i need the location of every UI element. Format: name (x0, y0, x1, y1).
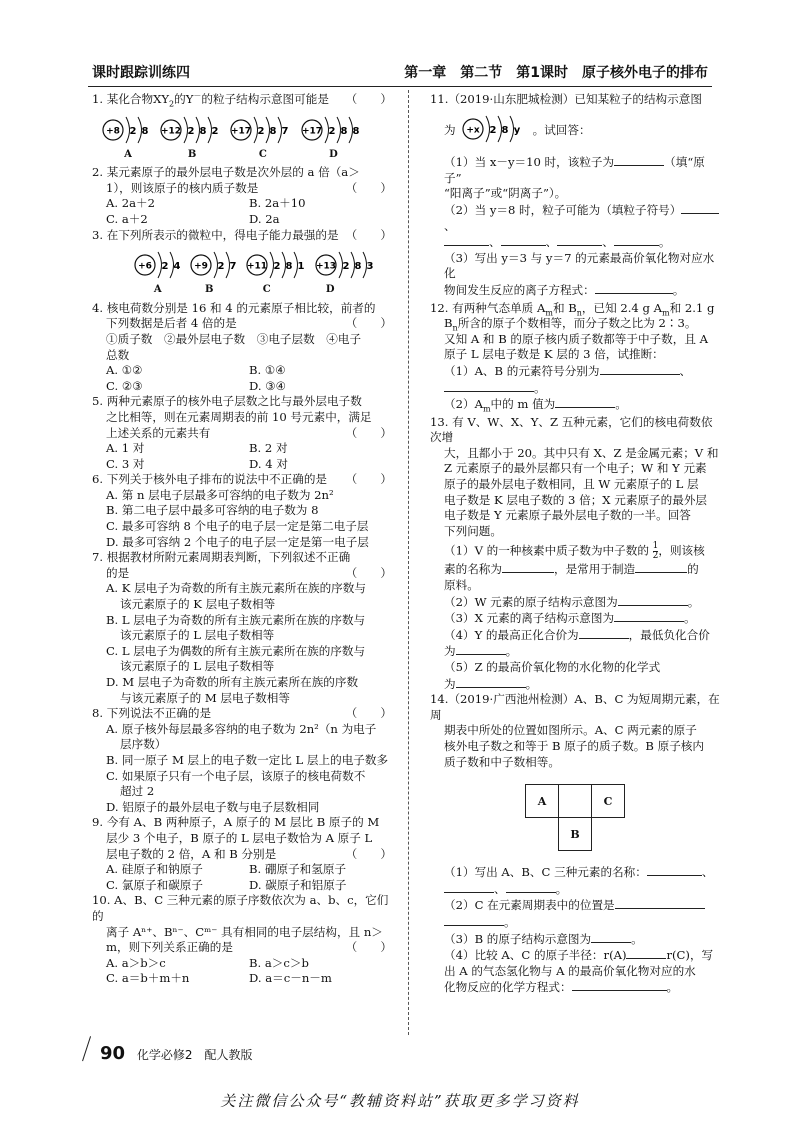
nuclear-charge: +8 (106, 126, 120, 137)
question-9: 9. 今有 A、B 两种原子，A 原子的 M 层比 B 原子的 M 层少 3 个电子，B 原子的 L 层电子数恰为 A 原子 L 层电子数的 2 倍，A 和 B 分别是 （ ） A. 硅原子和钠原子 B. 硼原子和氢原子 C. 氯原子和碳原子 D. 碳原子和铝原子 (92, 815, 392, 892)
header-left: 课时跟踪训练四 (92, 65, 190, 81)
atom-structure-diagram (299, 113, 368, 147)
cell-b: B (558, 817, 592, 851)
book-title: 化学必修2 配人教版 (136, 1048, 253, 1062)
cell-c: C (591, 784, 625, 818)
atom-structure-diagram (460, 112, 529, 146)
answer-blank[interactable] (456, 643, 506, 655)
question-2: 2. 某元素原子的最外层电子数是次外层的 a 倍（a＞ 1），则该原子的核内质子数是 （ ） A. 2a＋2 B. 2a＋10 C. a＋2 D. 2a (92, 165, 392, 226)
atom-option (100, 113, 156, 147)
answer-blank[interactable] (626, 947, 666, 959)
column-divider (408, 90, 409, 1035)
atom-structure-diagram (158, 113, 227, 147)
option-label: B (205, 284, 214, 296)
answer-blank[interactable] (635, 561, 687, 573)
answer-blank[interactable] (557, 234, 602, 246)
question-11: 11.（2019·山东肥城检测）已知某粒子的结构示意图 为 +x 2 8 y 。试回答： （1）当 x－y＝10 时，该粒子为 （填“原子” “阳离子”或“阴离子”）。 （2）当 y＝8 时，粒子可能为（填粒子符号）、 、 、 、 。 （3）写出 y＝3 与 y＝7 的元素最高价氧化物对应水化 物间发生反应的离子方程式： 。 (430, 92, 722, 299)
answer-blank[interactable] (618, 594, 688, 606)
shell-electron-count: 7 (229, 261, 237, 273)
atom-option (132, 248, 188, 282)
answer-blank[interactable] (572, 979, 667, 991)
question-7: 7. 根据教材所附元素周期表判断，下列叙述不正确 的是 （ ） A. K 层电子为奇数的所有主族元素所在族的序数与 该元素原子的 K 层电子数相等 B. L 层电子为奇数的所有主族元素所在族的序数与 该元素原子的 L 层电子数相等 C. L 层电子为偶数的所有主族元素所在族的序数与 该元素原子的 L 层电子数相等 D. M 层电子为奇数的所有主族元素所在族的序数 与该元素原子的 M 层电子数相等 (92, 550, 392, 705)
right-column (430, 92, 722, 996)
shell-electron-count: 8 (269, 125, 277, 137)
answer-blank[interactable] (614, 610, 684, 622)
nuclear-charge: +17 (231, 126, 252, 137)
answer-blank[interactable] (647, 864, 702, 876)
atom-option (313, 248, 382, 282)
q11-atom-diagram (460, 112, 529, 151)
answer-blank[interactable] (456, 676, 526, 688)
option-label: D (329, 148, 338, 160)
nuclear-charge: +9 (194, 261, 208, 272)
shell-electron-count: 2 (273, 261, 281, 273)
shell-electron-count: 2 (342, 261, 350, 273)
bottom-note: 关注微信公众号“教辅资料站”获取更多学习资料 (220, 1092, 580, 1110)
shell-electron-count: 7 (281, 125, 289, 137)
question-8: 8. 下列说法不正确的是 （ ） A. 原子核外每层最多容纳的电子数为 2n²（n 为电子 层序数） B. 同一原子 M 层上的电子数一定比 L 层上的电子数多 C. 如果原子只有一个电子层，该原子的核电荷数不 超过 2 D. 铝原子的最外层电子数与电子层数相同 (92, 706, 392, 814)
shell-electron-count: 1 (297, 261, 305, 273)
answer-blank[interactable] (595, 282, 673, 294)
q3-atom-diagrams (132, 248, 374, 282)
question-4: 4. 核电荷数分别是 16 和 4 的元素原子相比较，前者的 下列数据是后者 4 倍的是 （ ） ①质子数 ②最外层电子数 ③电子层数 ④电子 总数 A. ①② B. ①④ C. ②③ D. ③④ (92, 300, 392, 393)
answer-blank[interactable] (444, 914, 504, 926)
answer-blank[interactable] (444, 380, 534, 392)
shell-electron-count: 8 (352, 125, 360, 137)
answer-blank[interactable] (615, 897, 705, 909)
q1-atom-diagrams (100, 113, 368, 147)
footer-slash (82, 1036, 93, 1062)
page-header (92, 62, 708, 84)
atom-structure-diagram (100, 113, 156, 147)
option-label: A (124, 148, 132, 160)
question-10: 10. A、B、C 三种元素的原子序数依次为 a、b、c，它们的 离子 Aⁿ⁺、Bⁿ⁻、Cᵐ⁻ 具有相同的电子层结构，且 n＞ m，则下列关系正确的是 （ ） A. a＞b＞c B. a＞c＞b C. a＝b＋m＋n D. a＝c－n－m (92, 893, 392, 986)
answer-blank[interactable] (555, 396, 615, 408)
shell-electron-count: 2 (129, 125, 137, 137)
question-14: 14.（2019·广西池州检测）A、B、C 为短周期元素，在周 期表中所处的位置如图所示。A、C 两元素的原子 核外电子数之和等于 B 原子的质子数。B 原子核内 质子数和中子数相等。 A C B （1）写出 A、B、C 三种元素的名称： 、 、 。 （2）C 在元素周期表中的位置是 。 （3）B 的原子结构示意图为 。 （4）比较 A、C 的原子半径：r(A) r(C)，写 出 A 的气态氢化物与 A 的最高价氧化物对应的水 化物反应的化学方程式： 。 (430, 692, 720, 995)
answer-blank[interactable] (506, 881, 556, 893)
answer-blank[interactable] (614, 234, 659, 246)
question-5: 5. 两种元素原子的核外电子层数之比与最外层电子数 之比相等，则在元素周期表的前 10 号元素中，满足 上述关系的元素共有 （ ） A. 1 对 B. 2 对 C. 3 对 D. 4 对 (92, 394, 392, 471)
answer-blank[interactable] (600, 363, 680, 375)
shell-electron-count: 2 (161, 261, 169, 273)
atom-option (228, 113, 297, 147)
atom-structure-diagram (244, 248, 313, 282)
shell-electron-count: 8 (199, 125, 207, 137)
left-column (92, 92, 392, 987)
atom-option (188, 248, 244, 282)
shell-electron-count: 2 (187, 125, 195, 137)
answer-blank[interactable] (681, 202, 719, 214)
header-right: 第一章 第二节 第1课时 原子核外电子的排布 (404, 65, 708, 81)
answer-blank[interactable] (444, 881, 494, 893)
option-label: A (153, 284, 162, 296)
nuclear-charge: +x (465, 125, 480, 136)
header-rule (88, 86, 712, 87)
page-number: 90 (100, 1043, 126, 1064)
question-6: 6. 下列关于核外电子排布的说法中不正确的是 （ ） A. 第 n 层电子层最多可容纳的电子数为 2n² B. 第二电子层中最多可容纳的电子数为 8 C. 最多可容纳 8 个电子的电子层一定是第二电子层 D. 最多可容纳 2 个电子的电子层一定是第一电子层 (92, 472, 392, 549)
atom-option (244, 248, 313, 282)
nuclear-charge: +12 (160, 126, 181, 137)
shell-electron-count: y (513, 124, 520, 136)
shell-electron-count: 4 (173, 261, 181, 273)
nuclear-charge: +6 (138, 261, 152, 272)
shell-electron-count: 2 (211, 125, 219, 137)
answer-blank[interactable] (501, 234, 546, 246)
shell-electron-count: 2 (257, 125, 265, 137)
option-label: C (262, 284, 271, 296)
nuclear-charge: +13 (315, 261, 337, 272)
question-1: 1. 某化合物$XY_2$的Y－的粒子结构示意图可能是 （ ） (92, 91, 392, 109)
shell-electron-count: 8 (141, 125, 149, 137)
shell-electron-count: 8 (285, 261, 293, 273)
option-label: C (258, 148, 267, 160)
shell-electron-count: 2 (217, 261, 225, 273)
atom-structure-diagram (228, 113, 297, 147)
answer-blank[interactable] (579, 627, 629, 639)
q2-options: A. 2a＋2 B. 2a＋10 C. a＋2 D. 2a (106, 196, 306, 226)
shell-electron-count: 2 (489, 124, 497, 136)
shell-electron-count: 8 (340, 125, 348, 137)
cell-a: A (525, 784, 559, 818)
question-12: 12. 有两种气态单质 $A_m$和 $B_n$，已知 2.4 g $A_m$和 2.1 g $B_n$所含的原子个数相等，而分子数之比为 2∶3。 又知 A 和 B 的原子核内质子数都等于中子数，且 A 原子 L 层电子数是 K 层的 3 倍，试推断： （1）A、B 的元素符号分别为 、 。 $(2)A_m$中的 m 值为 。 (430, 300, 715, 414)
question-13: 13. 有 V、W、X、Y、Z 五种元素，它们的核电荷数依次增 大，且都小于 20。其中只有 X、Z 是金属元素；V 和 Z 元素原子的最外层都只有一个电子；W 和 Y 元素 原子的最外层电子数相同，且 W 元素原子的 L 层 电子数是 K 层电子数的 3 倍；X 元素原子的最外层 电子数是 Y 元素原子最外层电子数的一半。回答 下列问题。 （1）V 的一种核素中质子数为中子数的 $\frac{1}{2}$ ，则该核 素的名称为 ，是常用于制造 的 原料。 （2）W 元素的原子结构示意图为 。 （3）X 元素的离子结构示意图为 。 （4）Y 的最高正化合价为 ，最低负化合价 为 。 （5）Z 的最高价氧化物的水化物的化学式 为 。 (430, 414, 719, 691)
option-label: D (325, 284, 335, 296)
atom-structure-diagram (188, 248, 244, 282)
atom-structure-diagram (313, 248, 382, 282)
answer-blank[interactable] (502, 561, 554, 573)
page-footer (94, 1043, 253, 1064)
option-label: B (187, 148, 197, 160)
answer-blank[interactable] (614, 154, 664, 166)
shell-electron-count: 2 (328, 125, 336, 137)
answer-blank[interactable] (591, 931, 631, 943)
question-3: 3. 在下列所表示的微粒中，得电子能力最强的是 （ ） (92, 227, 392, 242)
nuclear-charge: +17 (301, 126, 323, 137)
answer-blank[interactable] (444, 234, 489, 246)
shell-electron-count: 8 (354, 261, 362, 273)
periodic-table-fragment (525, 784, 645, 854)
atom-option (299, 113, 368, 147)
atom-option (158, 113, 227, 147)
q3-option-labels (132, 282, 362, 298)
fraction-one-half: $\frac{1}{2}$ (652, 541, 659, 562)
shell-electron-count: 3 (366, 261, 374, 273)
q1-option-labels (100, 147, 368, 163)
cell-empty (558, 784, 592, 818)
atom-structure-diagram (132, 248, 188, 282)
nuclear-charge: +11 (246, 261, 268, 272)
shell-electron-count: 8 (501, 124, 509, 136)
